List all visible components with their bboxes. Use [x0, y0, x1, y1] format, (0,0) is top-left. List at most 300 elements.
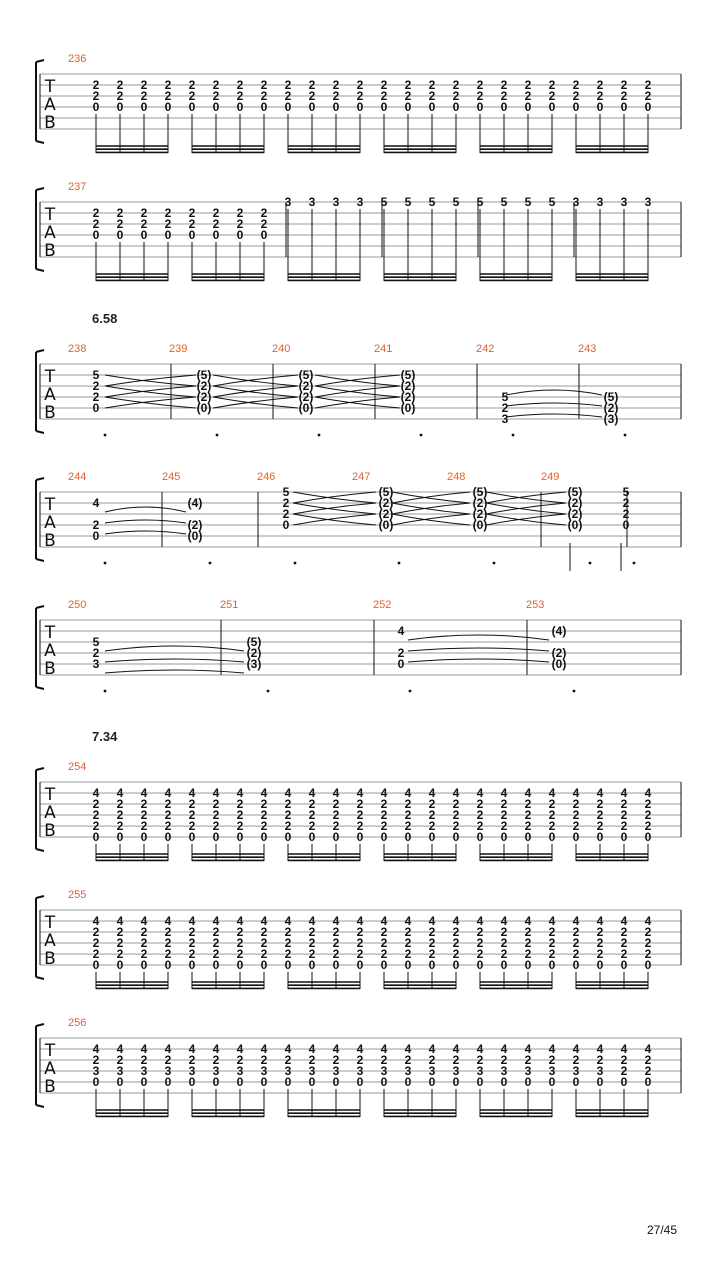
- fret-number: 4: [260, 786, 268, 800]
- fret-number: 2: [164, 819, 172, 833]
- fret-number: 4: [236, 914, 244, 928]
- fret-number: 2: [260, 1053, 268, 1067]
- fret-number: 2: [452, 78, 460, 92]
- fret-number: 0: [188, 958, 196, 972]
- fret-number: 2: [308, 819, 316, 833]
- fret-number: 0: [188, 100, 196, 114]
- fret-number: 0: [140, 100, 148, 114]
- fret-number: 0: [572, 1075, 580, 1089]
- tab-clef-a: A: [44, 513, 56, 533]
- fret-number: 2: [140, 808, 148, 822]
- fret-number: 0: [596, 830, 604, 844]
- fret-number: 2: [428, 808, 436, 822]
- tie-curve: [105, 531, 186, 534]
- fret-number: 0: [284, 100, 292, 114]
- fret-number: 2: [116, 819, 124, 833]
- fret-number: 2: [332, 819, 340, 833]
- tie-curve: [486, 503, 566, 514]
- fret-number: 2: [236, 217, 244, 231]
- fret-number: 0: [164, 958, 172, 972]
- fret-number: 4: [92, 914, 100, 928]
- fret-number: 3: [404, 1064, 412, 1078]
- tab-clef-b: B: [44, 531, 56, 551]
- fret-number: 2: [644, 1064, 652, 1078]
- fret-number: 0: [572, 830, 580, 844]
- fret-number: 2: [282, 507, 290, 521]
- fret-number: 0: [524, 958, 532, 972]
- fret-number: 4: [620, 1042, 628, 1056]
- fret-number: 0: [284, 1075, 292, 1089]
- rhythm-dot: [573, 690, 576, 693]
- fret-number: 0: [116, 830, 124, 844]
- fret-number: 2: [284, 808, 292, 822]
- fret-number: 0: [356, 830, 364, 844]
- measure-number: 240: [272, 343, 291, 355]
- tab-system: [36, 181, 681, 281]
- fret-number: 0: [92, 228, 100, 242]
- tie-curve: [293, 514, 376, 525]
- fret-number: 2: [188, 89, 196, 103]
- fret-number: 0: [116, 1075, 124, 1089]
- measure-number: 244: [68, 471, 87, 483]
- tie-curve: [293, 503, 376, 514]
- fret-number: 4: [188, 786, 196, 800]
- measure-number: 250: [68, 599, 87, 611]
- fret-number: 3: [596, 1064, 604, 1078]
- fret-number: 2: [428, 78, 436, 92]
- tie-curve: [105, 646, 244, 651]
- fret-number: 2: [188, 819, 196, 833]
- fret-number: 5: [282, 485, 290, 499]
- fret-number: 2: [644, 819, 652, 833]
- fret-number: 3: [380, 1064, 388, 1078]
- fret-number: (2): [400, 379, 416, 393]
- page-number: 27/45: [646, 1223, 677, 1237]
- fret-number: (2): [472, 507, 488, 521]
- fret-number: 2: [140, 936, 148, 950]
- fret-number: 3: [452, 1064, 460, 1078]
- fret-number: 2: [260, 925, 268, 939]
- measure-number: 242: [476, 343, 495, 355]
- tab-system: [36, 53, 681, 153]
- tie-curve: [105, 375, 196, 386]
- fret-number: 4: [116, 1042, 124, 1056]
- fret-number: 5: [524, 195, 532, 209]
- fret-number: 2: [500, 78, 508, 92]
- fret-number: 0: [140, 830, 148, 844]
- fret-number: 0: [116, 100, 124, 114]
- fret-number: 2: [428, 89, 436, 103]
- tab-clef-b: B: [44, 241, 56, 261]
- fret-number: 2: [188, 1053, 196, 1067]
- rhythm-dot: [318, 434, 321, 437]
- fret-number: 2: [548, 1053, 556, 1067]
- measure-number: 241: [374, 343, 393, 355]
- fret-number: 3: [188, 1064, 196, 1078]
- fret-number: 4: [164, 914, 172, 928]
- fret-number: 0: [404, 1075, 412, 1089]
- fret-number: 0: [356, 958, 364, 972]
- fret-number: 2: [572, 947, 580, 961]
- fret-number: 2: [572, 89, 580, 103]
- fret-number: 0: [500, 830, 508, 844]
- fret-number: 0: [428, 100, 436, 114]
- fret-number: 2: [476, 808, 484, 822]
- section-time-label: 7.34: [92, 729, 118, 744]
- fret-number: (2): [472, 496, 488, 510]
- fret-number: 4: [260, 1042, 268, 1056]
- fret-number: 2: [524, 819, 532, 833]
- fret-number: 2: [140, 78, 148, 92]
- measure-number: 254: [68, 761, 87, 773]
- fret-number: 2: [92, 89, 100, 103]
- fret-number: 2: [260, 78, 268, 92]
- fret-number: 3: [572, 195, 580, 209]
- fret-number: (4): [551, 624, 567, 638]
- fret-number: 3: [284, 195, 292, 209]
- fret-number: 0: [428, 1075, 436, 1089]
- fret-number: 0: [356, 1075, 364, 1089]
- tie-curve: [105, 659, 244, 662]
- fret-number: 0: [332, 1075, 340, 1089]
- tab-clef-b: B: [44, 659, 56, 679]
- fret-number: 2: [164, 206, 172, 220]
- rhythm-dot: [294, 562, 297, 565]
- measure-number: 239: [169, 343, 188, 355]
- fret-number: 2: [92, 1053, 100, 1067]
- fret-number: 2: [452, 925, 460, 939]
- fret-number: 0: [92, 1075, 100, 1089]
- fret-number: 2: [620, 936, 628, 950]
- tie-curve: [315, 375, 400, 386]
- fret-number: (2): [196, 390, 212, 404]
- fret-number: 0: [380, 958, 388, 972]
- fret-number: 2: [284, 936, 292, 950]
- fret-number: 2: [644, 936, 652, 950]
- fret-number: 2: [452, 1053, 460, 1067]
- fret-number: 0: [524, 1075, 532, 1089]
- fret-number: 0: [236, 1075, 244, 1089]
- fret-number: 2: [116, 1053, 124, 1067]
- fret-number: 0: [260, 100, 268, 114]
- tie-curve: [315, 397, 400, 408]
- fret-number: (5): [246, 635, 262, 649]
- tie-curve: [506, 390, 602, 395]
- fret-number: 4: [404, 914, 412, 928]
- fret-number: 3: [524, 1064, 532, 1078]
- tab-clef-b: B: [44, 403, 56, 423]
- measure-number: 248: [447, 471, 466, 483]
- fret-number: 4: [92, 1042, 100, 1056]
- fret-number: 2: [404, 819, 412, 833]
- fret-number: 2: [572, 1053, 580, 1067]
- fret-number: 3: [116, 1064, 124, 1078]
- fret-number: 4: [212, 1042, 220, 1056]
- fret-number: 0: [596, 1075, 604, 1089]
- fret-number: 2: [236, 78, 244, 92]
- tab-clef-b: B: [44, 113, 56, 133]
- fret-number: 2: [524, 947, 532, 961]
- fret-number: 0: [212, 830, 220, 844]
- fret-number: (2): [400, 390, 416, 404]
- fret-number: 4: [308, 1042, 316, 1056]
- tie-curve: [392, 514, 470, 525]
- measure-number: 243: [578, 343, 597, 355]
- fret-number: 2: [620, 819, 628, 833]
- fret-number: (2): [603, 401, 619, 415]
- fret-number: 2: [212, 89, 220, 103]
- fret-number: 2: [644, 925, 652, 939]
- fret-number: 0: [308, 100, 316, 114]
- fret-number: 4: [284, 786, 292, 800]
- fret-number: 0: [260, 228, 268, 242]
- fret-number: 2: [356, 808, 364, 822]
- fret-number: 2: [500, 819, 508, 833]
- measure-number: 251: [220, 599, 239, 611]
- fret-number: (5): [567, 485, 583, 499]
- fret-number: 3: [356, 1064, 364, 1078]
- fret-number: 2: [188, 925, 196, 939]
- fret-number: 3: [236, 1064, 244, 1078]
- fret-number: 2: [116, 206, 124, 220]
- fret-number: 0: [596, 958, 604, 972]
- fret-number: 0: [212, 100, 220, 114]
- fret-number: 3: [428, 1064, 436, 1078]
- fret-number: 2: [476, 89, 484, 103]
- fret-number: 2: [356, 819, 364, 833]
- fret-number: 0: [92, 529, 100, 543]
- tie-curve: [408, 648, 549, 651]
- fret-number: 2: [452, 947, 460, 961]
- fret-number: 3: [596, 195, 604, 209]
- fret-number: 2: [428, 1053, 436, 1067]
- fret-number: 0: [212, 1075, 220, 1089]
- fret-number: 4: [524, 1042, 532, 1056]
- fret-number: 2: [476, 797, 484, 811]
- fret-number: 2: [92, 206, 100, 220]
- tie-curve: [486, 514, 566, 525]
- fret-number: 2: [260, 797, 268, 811]
- fret-number: 4: [452, 914, 460, 928]
- fret-number: 2: [236, 925, 244, 939]
- fret-number: 5: [452, 195, 460, 209]
- fret-number: 0: [284, 830, 292, 844]
- fret-number: 4: [548, 786, 556, 800]
- fret-number: 2: [140, 1053, 148, 1067]
- tie-curve: [213, 386, 298, 397]
- tie-curve: [105, 670, 244, 673]
- fret-number: 2: [236, 797, 244, 811]
- fret-number: 0: [500, 1075, 508, 1089]
- fret-number: 2: [140, 206, 148, 220]
- tie-curve: [315, 397, 400, 408]
- tab-clef-a: A: [44, 385, 56, 405]
- fret-number: (4): [187, 496, 203, 510]
- fret-number: 2: [212, 1053, 220, 1067]
- fret-number: 2: [548, 925, 556, 939]
- fret-number: 2: [92, 936, 100, 950]
- fret-number: 2: [140, 819, 148, 833]
- fret-number: (0): [551, 657, 567, 671]
- tie-curve: [293, 514, 376, 525]
- tab-system: [36, 761, 681, 861]
- fret-number: 2: [548, 819, 556, 833]
- fret-number: (5): [196, 368, 212, 382]
- tab-system: [36, 1017, 681, 1117]
- tie-curve: [315, 386, 400, 397]
- tie-curve: [213, 397, 298, 408]
- tie-curve: [105, 386, 196, 397]
- fret-number: 2: [644, 78, 652, 92]
- fret-number: 2: [188, 797, 196, 811]
- tab-system: [36, 343, 681, 436]
- fret-number: 2: [260, 819, 268, 833]
- fret-number: 2: [524, 797, 532, 811]
- fret-number: (3): [246, 657, 262, 671]
- fret-number: 0: [308, 958, 316, 972]
- fret-number: 2: [356, 936, 364, 950]
- fret-number: 0: [332, 830, 340, 844]
- fret-number: 2: [92, 78, 100, 92]
- tab-clef-a: A: [44, 803, 56, 823]
- fret-number: 3: [501, 412, 509, 426]
- fret-number: 5: [500, 195, 508, 209]
- tie-curve: [105, 520, 186, 523]
- fret-number: 3: [92, 1064, 100, 1078]
- fret-number: 0: [476, 830, 484, 844]
- fret-number: 2: [596, 89, 604, 103]
- tab-clef-a: A: [44, 223, 56, 243]
- fret-number: 2: [236, 89, 244, 103]
- fret-number: 2: [596, 1053, 604, 1067]
- tab-clef-b: B: [44, 821, 56, 841]
- fret-number: 2: [428, 925, 436, 939]
- fret-number: 2: [476, 819, 484, 833]
- fret-number: 2: [212, 78, 220, 92]
- fret-number: 2: [500, 925, 508, 939]
- fret-number: 4: [500, 914, 508, 928]
- fret-number: 2: [500, 936, 508, 950]
- fret-number: 0: [548, 958, 556, 972]
- fret-number: 2: [500, 797, 508, 811]
- fret-number: (5): [378, 485, 394, 499]
- fret-number: 2: [476, 1053, 484, 1067]
- fret-number: 2: [140, 217, 148, 231]
- fret-number: 2: [476, 947, 484, 961]
- fret-number: 2: [116, 78, 124, 92]
- fret-number: 2: [380, 808, 388, 822]
- fret-number: 2: [572, 925, 580, 939]
- fret-number: 2: [596, 925, 604, 939]
- fret-number: 2: [404, 1053, 412, 1067]
- fret-number: 2: [644, 89, 652, 103]
- fret-number: 4: [524, 914, 532, 928]
- fret-number: 2: [92, 947, 100, 961]
- fret-number: (2): [551, 646, 567, 660]
- fret-number: 2: [524, 936, 532, 950]
- fret-number: 4: [164, 1042, 172, 1056]
- fret-number: 4: [620, 914, 628, 928]
- fret-number: 4: [212, 786, 220, 800]
- fret-number: 2: [236, 819, 244, 833]
- fret-number: 2: [548, 78, 556, 92]
- fret-number: 2: [620, 797, 628, 811]
- fret-number: 4: [397, 624, 405, 638]
- fret-number: (3): [603, 412, 619, 426]
- fret-number: 2: [284, 925, 292, 939]
- fret-number: 2: [596, 797, 604, 811]
- fret-number: 2: [380, 936, 388, 950]
- fret-number: 2: [260, 808, 268, 822]
- fret-number: 2: [428, 947, 436, 961]
- fret-number: 0: [548, 830, 556, 844]
- fret-number: 4: [644, 1042, 652, 1056]
- tie-curve: [105, 397, 196, 408]
- tie-curve: [293, 492, 376, 503]
- tab-clef-a: A: [44, 931, 56, 951]
- fret-number: (0): [472, 518, 488, 532]
- fret-number: 2: [212, 206, 220, 220]
- fret-number: 0: [140, 228, 148, 242]
- fret-number: 2: [164, 947, 172, 961]
- fret-number: (0): [187, 529, 203, 543]
- fret-number: 0: [236, 228, 244, 242]
- tab-clef-b: B: [44, 1077, 56, 1097]
- tie-curve: [315, 386, 400, 397]
- fret-number: 3: [332, 195, 340, 209]
- fret-number: 2: [308, 925, 316, 939]
- fret-number: 2: [572, 819, 580, 833]
- fret-number: 2: [332, 925, 340, 939]
- fret-number: 0: [404, 100, 412, 114]
- fret-number: 2: [188, 936, 196, 950]
- fret-number: 2: [164, 217, 172, 231]
- fret-number: 0: [92, 401, 100, 415]
- tie-curve: [213, 375, 298, 386]
- fret-number: 2: [92, 646, 100, 660]
- tab-clef-t: T: [44, 913, 56, 933]
- fret-number: 2: [212, 797, 220, 811]
- tie-curve: [486, 503, 566, 514]
- fret-number: 2: [620, 925, 628, 939]
- tab-clef-t: T: [44, 495, 56, 515]
- fret-number: 4: [284, 1042, 292, 1056]
- fret-number: 2: [380, 797, 388, 811]
- fret-number: 4: [548, 1042, 556, 1056]
- fret-number: 2: [140, 925, 148, 939]
- fret-number: (5): [298, 368, 314, 382]
- tie-curve: [213, 397, 298, 408]
- fret-number: (5): [603, 390, 619, 404]
- fret-number: 4: [164, 786, 172, 800]
- fret-number: 2: [140, 947, 148, 961]
- tab-system: [36, 599, 681, 692]
- fret-number: (2): [378, 496, 394, 510]
- rhythm-dot: [493, 562, 496, 565]
- fret-number: 2: [260, 217, 268, 231]
- tie-curve: [408, 659, 549, 662]
- fret-number: 2: [572, 808, 580, 822]
- rhythm-dot: [633, 562, 636, 565]
- fret-number: 4: [476, 786, 484, 800]
- fret-number: 2: [284, 78, 292, 92]
- fret-number: 3: [212, 1064, 220, 1078]
- fret-number: 2: [572, 78, 580, 92]
- fret-number: 4: [116, 786, 124, 800]
- fret-number: 4: [140, 1042, 148, 1056]
- fret-number: 0: [332, 958, 340, 972]
- fret-number: 0: [452, 100, 460, 114]
